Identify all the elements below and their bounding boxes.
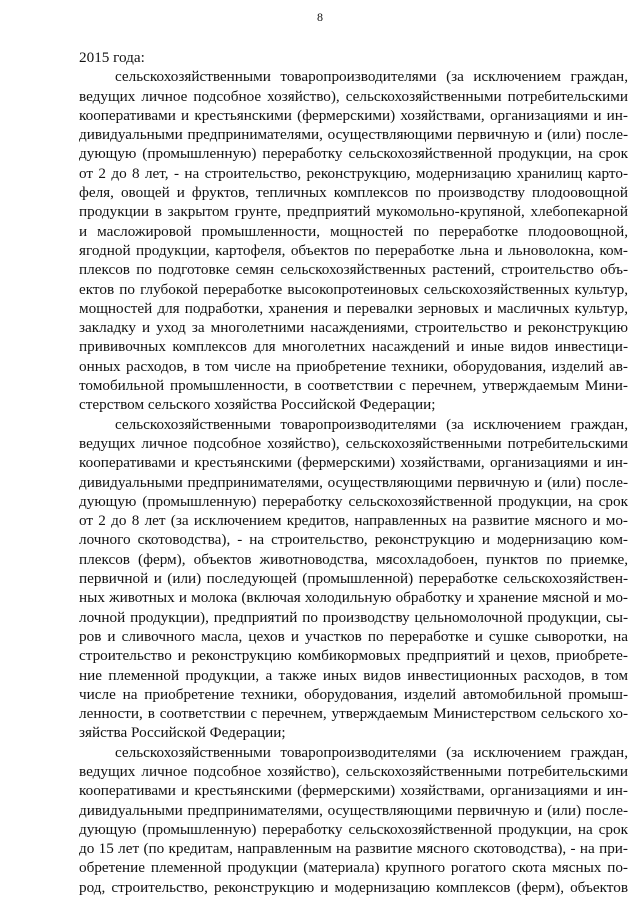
paragraph-line: плексов (ферм), объектов животноводства, мясохладобоен, пунктов по приемке, [79, 550, 628, 568]
paragraph-line: и масложировой промышленности, мощностей по переработке плодоовощной, [79, 222, 628, 240]
paragraph-line: первичной и (или) последующей (промышленной) переработке сельскохозяйствен- [79, 570, 628, 588]
paragraph-line: продукции в закрытом грунте, предприятий мукомольно-крупяной, хлебопекарной [79, 203, 628, 221]
paragraph-line: ние племенной продукции, а также иных видов инвестиционных расходов, в том [79, 666, 628, 684]
paragraph-line: сельскохозяйственными товаропроизводителями (за исключением граждан, [115, 743, 628, 761]
paragraph-line: ленности, в соответствии с перечнем, утверждаемым Министерством сельского хо- [79, 705, 628, 723]
paragraph-line: ведущих личное подсобное хозяйство), сельскохозяйственными потребительскими [79, 762, 628, 780]
paragraph-line: стерством сельского хозяйства Российской Федерации; [79, 396, 436, 414]
paragraph [79, 415, 628, 743]
paragraph-line: ектов по глубокой переработке высокопротеиновых сельскохозяйственных культур, [79, 280, 628, 298]
heading-line: 2015 года: [79, 49, 145, 66]
paragraph-line: плексов по подготовке семян сельскохозяйственных растений, строительство объ- [79, 261, 628, 279]
paragraph-line: ных животных и молока (включая холодильную обработку и хранение мясной и мо- [79, 589, 628, 607]
paragraph-line: дующую (промышленную) переработку сельскохозяйственной продукции, на срок [79, 145, 628, 163]
paragraph-line: кооперативами и крестьянскими (фермерскими) хозяйствами, организациями и ин- [79, 454, 628, 472]
paragraph-line: онных расходов, в том числе на приобретение техники, оборудования, изделий ав- [79, 357, 628, 375]
paragraph-line: лочной продукции), предприятий по производству цельномолочной продукции, сы- [79, 608, 628, 626]
paragraph-line: от 2 до 8 лет (за исключением кредитов, направленных на развитие мясного и мо- [79, 512, 628, 530]
paragraph-line: кооперативами и крестьянскими (фермерскими) хозяйствами, организациями и ин- [79, 782, 628, 800]
paragraph-line: кооперативами и крестьянскими (фермерскими) хозяйствами, организациями и ин- [79, 106, 628, 124]
paragraph-line: дивидуальными предпринимателями, осуществляющими первичную и (или) после- [79, 801, 628, 819]
paragraph-line: род, строительство, реконструкцию и модернизацию комплексов (ферм), объектов [79, 878, 628, 896]
page-number: 8 [317, 10, 323, 24]
document-body [79, 48, 628, 897]
paragraph-line: строительство и реконструкцию комбикормовых предприятий и цехов, приобрете- [79, 647, 628, 665]
paragraph [79, 67, 628, 414]
paragraph-line: лочного скотоводства), - на строительство, реконструкцию и модернизацию ком- [79, 531, 628, 549]
paragraph-line: зяйства Российской Федерации; [79, 724, 286, 742]
paragraph-line: ягодной продукции, картофеля, объектов по переработке льна и льноволокна, ком- [79, 241, 628, 259]
paragraph-list [79, 67, 628, 897]
paragraph-line: дующую (промышленную) переработку сельскохозяйственной продукции, на срок [79, 492, 628, 510]
paragraph-line: сельскохозяйственными товаропроизводителями (за исключением граждан, [115, 68, 628, 86]
paragraph-line: ров и сливочного масла, цехов и участков по переработке и сушке сыворотки, на [79, 627, 628, 645]
paragraph-line: мощностей для подработки, хранения и перевалки зерновых и масличных культур, [79, 299, 628, 317]
paragraph [79, 743, 628, 897]
paragraph-line: от 2 до 8 лет, - на строительство, реконструкцию, модернизацию хранилищ карто- [79, 164, 628, 182]
paragraph-line: ведущих личное подсобное хозяйство), сельскохозяйственными потребительскими [79, 434, 628, 452]
paragraph-line: феля, овощей и фруктов, тепличных комплексов по производству плодоовощной [79, 184, 628, 202]
paragraph-line: сельскохозяйственными товаропроизводителями (за исключением граждан, [115, 415, 628, 433]
paragraph-line: дивидуальными предпринимателями, осуществляющими первичную и (или) после- [79, 126, 628, 144]
paragraph-line: ведущих личное подсобное хозяйство), сельскохозяйственными потребительскими [79, 87, 628, 105]
paragraph-line: томобильной промышленности, в соответствии с перечнем, утверждаемым Мини- [79, 377, 628, 395]
paragraph-line: до 15 лет (по кредитам, направленным на развитие мясного скотоводства), - на при- [79, 840, 628, 858]
paragraph-line: дующую (промышленную) переработку сельскохозяйственной продукции, на срок [79, 820, 628, 838]
paragraph-line: обретение племенной продукции (материала) крупного рогатого скота мясных по- [79, 859, 628, 877]
paragraph-line: закладку и уход за многолетними насаждениями, строительство и реконструкцию [79, 319, 628, 337]
paragraph-line: дивидуальными предпринимателями, осуществляющими первичную и (или) после- [79, 473, 628, 491]
paragraph-line: прививочных комплексов для многолетних насаждений и иные видов инвестици- [79, 338, 628, 356]
paragraph-line: числе на приобретение техники, оборудования, изделий автомобильной промыш- [79, 685, 628, 703]
